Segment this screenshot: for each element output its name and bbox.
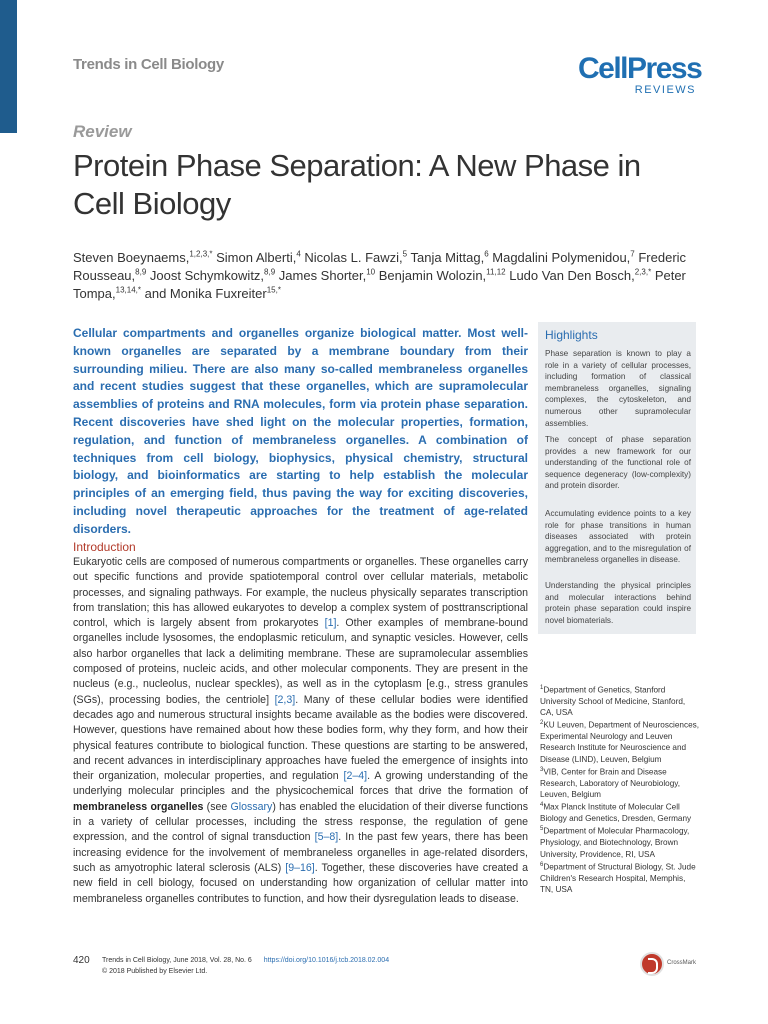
affiliation-item <box>540 824 700 859</box>
author-name: Tanja Mittag, <box>407 250 485 265</box>
intro-text: . Together, these discoveries have created a new field in cell biology, focused on understanding how organization of cellular matter into membraneless organelles contributes to function, and how their dysregulation leads to disease. <box>73 861 528 905</box>
author-name: Nicolas L. Fawzi, <box>300 250 403 265</box>
copyright: © 2018 Published by Elsevier Ltd. <box>102 968 208 975</box>
author-name: Frederic Rousseau, <box>73 250 687 283</box>
author-list <box>73 249 693 303</box>
author-name: Ludo Van Den Bosch, <box>505 268 635 283</box>
reference-link[interactable]: [2,3] <box>274 693 296 706</box>
author-name: and Monika Fuxreiter <box>141 286 267 301</box>
glossary-term: membraneless organelles <box>73 800 204 813</box>
page-number: 420 <box>73 955 90 966</box>
affiliation-text: Max Planck Institute of Molecular Cell Biology and Genetics, Dresden, Germany <box>540 802 692 824</box>
author-name: Joost Schymkowitz, <box>146 268 265 283</box>
affiliation-text: Department of Molecular Pharmacology, Physiology, and Biotechnology, Brown University, Providence, RI, USA <box>540 827 690 859</box>
affiliation-item <box>540 765 700 800</box>
affiliation-number: 5 <box>540 826 544 833</box>
crossmark-label: CrossMark <box>667 960 697 966</box>
intro-text: (see <box>203 800 231 813</box>
author-affiliation-ref: 11,12 <box>486 267 506 277</box>
author-affiliation-ref: 1,2,3,* <box>189 249 213 259</box>
author-affiliation-ref: 8,9 <box>135 267 147 277</box>
highlights-title: Highlights <box>545 328 598 342</box>
affiliations <box>540 683 700 895</box>
reference-link[interactable]: [5–8] <box>314 831 339 844</box>
affiliation-text: VIB, Center for Brain and Disease Research, Laboratory of Neurobiology, Leuven, Belgium <box>540 767 681 800</box>
introduction-heading: Introduction <box>73 540 136 554</box>
author-affiliation-ref: 7 <box>630 249 635 259</box>
intro-text: Eukaryotic cells are composed of numerous compartments or organelles. These organelles carry out specific functions and provide spatiotemporal control over cellular materials, metabolic processes, and signaling pathways. For example, the nucleus physically separates transcription from translation; this has allowed eukaryotes to develop a complex system of posttranscriptional control, which is largely absent from prokaryotes <box>73 556 528 630</box>
abstract: Cellular compartments and organelles organize biological matter. Most well-known organelles are separated by a membrane boundary from their surrounding milieu. There are also many so-called membraneless organelles and recent studies suggest that these organelles, which are supramolecular assemblies of proteins and RNA molecules, form via protein phase separation. Recent discoveries have shed light on the molecular properties, formation, regulation, and function of membraneless organelles. A combination of techniques from cell biology, biophysics, physical chemistry, structural biology, and bioinformatics are starting to help establish the molecular principles of an emerging field, thus paving the way for exciting discoveries, including novel therapeutic approaches for the treatment of age-related disorders. <box>73 326 528 536</box>
author-affiliation-ref: 6 <box>484 249 489 259</box>
highlight-item: The concept of phase separation provides a new framework for our understanding of the functional role of sequence degeneracy (low-complexity) and protein disorder. <box>545 435 691 491</box>
affiliation-number: 3 <box>540 766 544 773</box>
author-name: Magdalini Polymenidou, <box>488 250 631 265</box>
affiliation-item <box>540 718 700 765</box>
reference-link[interactable]: Glossary <box>230 800 273 813</box>
article-title: Protein Phase Separation: A New Phase in Cell Biology <box>73 148 641 221</box>
affiliation-text: Department of Structural Biology, St. Jude Children's Research Hospital, Memphis, TN, USA <box>540 862 696 894</box>
author-name: Steven Boeynaems, <box>73 250 190 265</box>
citation: Trends in Cell Biology, June 2018, Vol. 28, No. 6 <box>102 957 252 964</box>
affiliation-item <box>540 683 700 718</box>
author-affiliation-ref: 10 <box>366 267 376 277</box>
author-name: Benjamin Wolozin, <box>375 268 487 283</box>
left-accent-bar <box>0 0 17 133</box>
article-type: Review <box>73 122 132 141</box>
affiliation-number: 1 <box>540 685 544 691</box>
author-name: Simon Alberti, <box>212 250 297 265</box>
doi-link[interactable]: https://doi.org/10.1016/j.tcb.2018.02.004 <box>263 957 390 964</box>
affiliation-text: Department of Genetics, Stanford University School of Medicine, Stanford, CA, USA <box>540 685 686 718</box>
author-affiliation-ref: 4 <box>296 249 301 259</box>
author-affiliation-ref: 15,* <box>266 285 281 295</box>
journal-name: Trends in Cell Biology <box>73 56 224 73</box>
highlight-item: Understanding the physical principles and molecular interactions behind protein phase separation could inspire novel biomaterials. <box>545 581 691 625</box>
author-affiliation-ref: 13,14,* <box>115 285 141 295</box>
author-affiliation-ref: 8,9 <box>264 267 276 277</box>
affiliation-number: 4 <box>540 802 544 809</box>
reference-link[interactable]: [1] <box>324 617 337 630</box>
reference-link[interactable]: [2–4] <box>343 770 368 783</box>
intro-text: . A growing understanding of the underlying molecular principles and the physicochemical forces that drive the formation of <box>73 770 528 798</box>
intro-text: . Many of these cellular bodies were identified decades ago and numerous structural insights became available as the bodies were discovered. However, questions have remained about how these bodies form, why they form, and how their physical features contribute to biological function. These questions are starting to be answered, and recent advances in interdisciplinary approaches have fueled the emergence of insights into their organization, molecular properties, and regulation <box>73 693 528 783</box>
introduction-body <box>73 555 528 907</box>
affiliation-item <box>540 800 700 824</box>
highlight-item: Accumulating evidence points to a key role for phase transitions in human diseases associated with protein aggregation, and to the misregulation of membraneless organelles in disease. <box>545 509 691 565</box>
crossmark-icon <box>640 952 664 976</box>
affiliation-number: 2 <box>540 720 544 727</box>
footer-citation-line <box>102 957 389 964</box>
intro-text: . In the past few years, there has been increasing evidence for the involvement of membraneless organelles in age-related disorders, such as amyotrophic lateral sclerosis (ALS) <box>73 831 529 874</box>
intro-text: ) has enabled the elucidation of their diverse functions in a variety of cellular processes, including the stress response, the regulation of gene expression, and the control of signal transduction <box>73 800 528 844</box>
author-name: James Shorter, <box>275 268 367 283</box>
author-name: Peter Tompa, <box>73 268 686 301</box>
logo-main: CellPress <box>578 52 702 85</box>
intro-text: . Other examples of membrane-bound organelles include lysosomes, the endoplasmic reticulum, and synaptic vesicles. However, cells also harbor organelles that lack a delimiting membrane. These are supramolecular assemblies composed of proteins, nucleic acids, and other molecular components. They are present in the nucleus (e.g., nucleolus, nuclear speckles), as well as in the cytoplasm [e.g., stress granules (SGs), processing bodies, the centriole] <box>73 617 528 706</box>
cellpress-logo <box>578 52 702 96</box>
affiliation-number: 6 <box>540 861 544 868</box>
affiliation-text: KU Leuven, Department of Neurosciences, Experimental Neurology and Leuven Research Institute for Neuroscience and Disease (LIND), Leuven, Belgium <box>540 721 699 764</box>
author-affiliation-ref: 2,3,* <box>634 267 652 277</box>
affiliation-item <box>540 860 700 895</box>
reference-link[interactable]: [9–16] <box>285 861 315 874</box>
logo-sub: REVIEWS <box>634 84 696 96</box>
author-affiliation-ref: 5 <box>402 249 408 259</box>
crossmark-button[interactable] <box>640 952 710 980</box>
highlight-item: Phase separation is known to play a role in a variety of cellular processes, including formation of classical membraneless organelles, signaling complexes, the cytoskeleton, and numerous other supramolecular assemblies. <box>545 349 691 428</box>
